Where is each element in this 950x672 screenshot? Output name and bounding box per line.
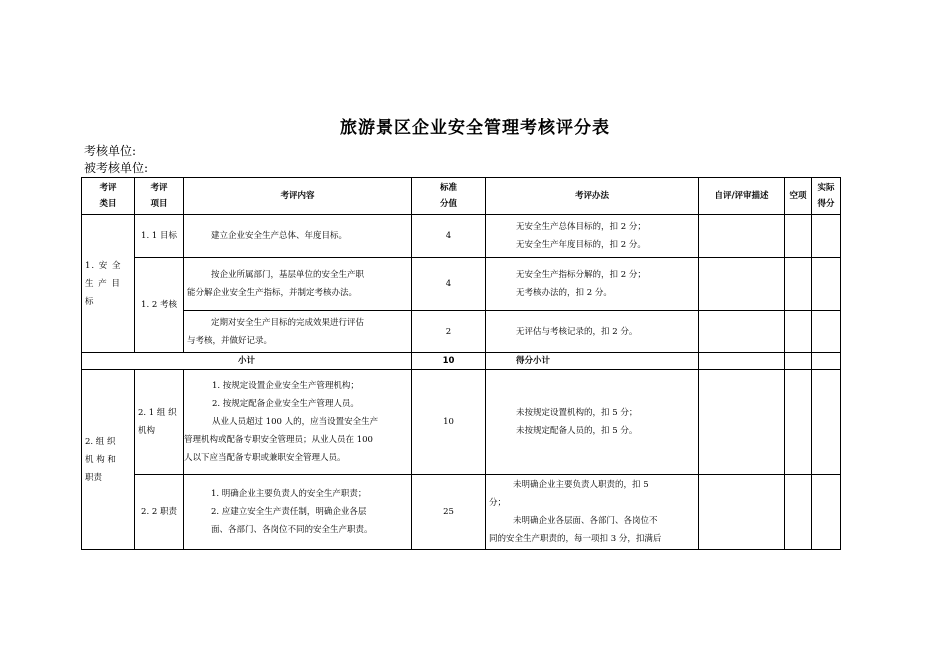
category-cell: 2. 组 织 机 构 和 职责 — [82, 370, 135, 550]
actual-score-cell[interactable] — [812, 215, 841, 258]
document-title: 旅游景区企业安全管理考核评分表 — [340, 118, 610, 138]
header-category: 考评 类目 — [82, 178, 135, 215]
header-content: 考评内容 — [184, 178, 412, 215]
score-cell: 2 — [412, 311, 486, 353]
header-actual: 实际 得分 — [812, 178, 841, 215]
self-review-cell[interactable] — [699, 353, 785, 370]
table-row — [82, 475, 841, 550]
item-cell: 2. 2 职责 — [135, 475, 184, 550]
score-cell: 25 — [412, 475, 486, 550]
content-cell: 建立企业安全生产总体、年度目标。 — [184, 215, 412, 258]
header-self-review: 自评/评审描述 — [699, 178, 785, 215]
actual-score-cell[interactable] — [812, 311, 841, 353]
content-cell: 定期对安全生产目标的完成效果进行评估 与考核，并做好记录。 — [184, 311, 412, 353]
method-cell: 无安全生产总体目标的，扣 2 分； 无安全生产年度目标的，扣 2 分。 — [486, 215, 699, 258]
vacant-cell[interactable] — [785, 215, 812, 258]
method-cell: 未按规定设置机构的，扣 5 分； 未按规定配备人员的，扣 5 分。 — [486, 370, 699, 475]
method-cell: 无评估与考核记录的，扣 2 分。 — [486, 311, 699, 353]
score-cell: 4 — [412, 215, 486, 258]
vacant-cell[interactable] — [785, 311, 812, 353]
content-cell: 1. 明确企业主要负责人的安全生产职责； 2. 应建立安全生产责任制，明确企业各层 面、各部门、各岗位不同的安全生产职责。 — [184, 475, 412, 550]
table-row — [82, 370, 841, 475]
header-vacant: 空项 — [785, 178, 812, 215]
category-cell: 1. 安 全 生 产 目 标 — [82, 215, 135, 353]
header-method: 考评办法 — [486, 178, 699, 215]
self-review-cell[interactable] — [699, 311, 785, 353]
subtotal-method-label: 得分小计 — [486, 353, 699, 370]
method-cell: 无安全生产指标分解的，扣 2 分； 无考核办法的，扣 2 分。 — [486, 258, 699, 311]
self-review-cell[interactable] — [699, 370, 785, 475]
score-cell: 4 — [412, 258, 486, 311]
content-cell: 按企业所属部门，基层单位的安全生产职 能分解企业安全生产指标，并制定考核办法。 — [184, 258, 412, 311]
item-cell: 1. 1 目标 — [135, 215, 184, 258]
header-standard: 标准 分值 — [412, 178, 486, 215]
actual-score-cell[interactable] — [812, 353, 841, 370]
subtotal-label: 小计 — [82, 353, 412, 370]
item-cell: 1. 2 考核 — [135, 258, 184, 353]
vacant-cell[interactable] — [785, 370, 812, 475]
table-row — [82, 258, 841, 311]
header-item: 考评 项目 — [135, 178, 184, 215]
table-row — [82, 215, 841, 258]
vacant-cell[interactable] — [785, 475, 812, 550]
actual-score-cell[interactable] — [812, 258, 841, 311]
table-row — [82, 311, 841, 353]
actual-score-cell[interactable] — [812, 475, 841, 550]
self-review-cell[interactable] — [699, 475, 785, 550]
vacant-cell[interactable] — [785, 353, 812, 370]
assessing-unit-label: 考核单位: — [84, 144, 137, 158]
assessed-unit-label: 被考核单位: — [84, 161, 149, 175]
self-review-cell[interactable] — [699, 215, 785, 258]
item-cell: 2. 1 组 织 机构 — [135, 370, 184, 475]
self-review-cell[interactable] — [699, 258, 785, 311]
score-table — [81, 177, 841, 550]
content-cell: 1. 按规定设置企业安全生产管理机构； 2. 按规定配备企业安全生产管理人员。 从业人员超过 100 人的，应当设置安全生产 管理机构或配备专职安全管理员；从业人员在 100 人以下应当配备专职或兼职安全管理人员。 — [184, 370, 412, 475]
score-cell: 10 — [412, 370, 486, 475]
subtotal-row — [82, 353, 841, 370]
subtotal-score: 10 — [412, 353, 486, 370]
vacant-cell[interactable] — [785, 258, 812, 311]
actual-score-cell[interactable] — [812, 370, 841, 475]
method-cell: 未明确企业主要负责人职责的，扣 5 分； 未明确企业各层面、各部门、各岗位不 同的安全生产职责的，每一项扣 3 分，扣满后 — [486, 475, 699, 550]
table-header-row — [82, 178, 841, 215]
